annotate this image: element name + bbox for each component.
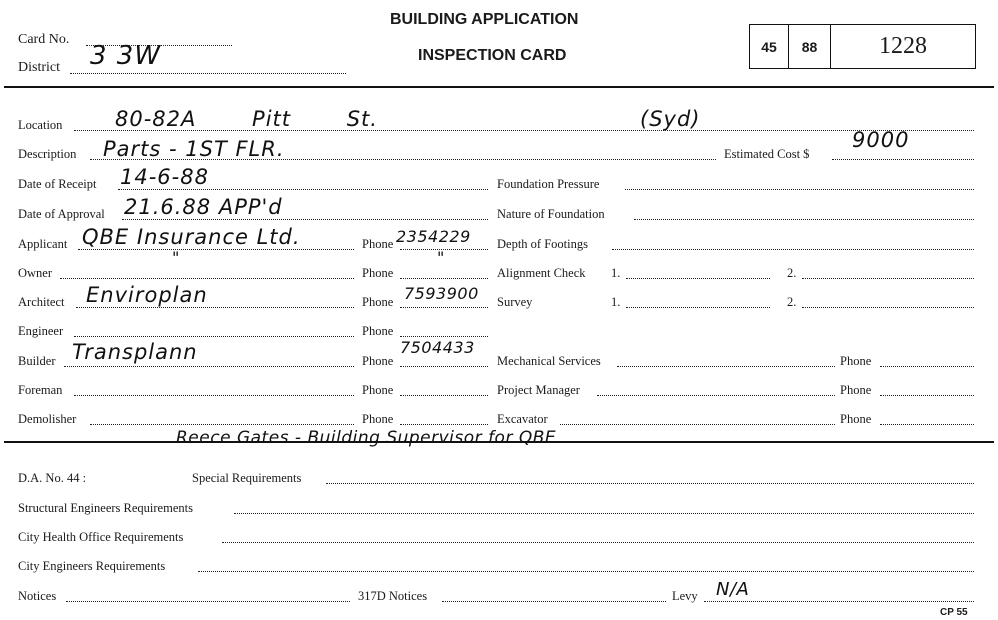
special-requirements-line bbox=[326, 483, 974, 484]
architect-phone-label: Phone bbox=[362, 295, 394, 309]
city-health-line bbox=[222, 542, 974, 543]
date-of-receipt-value: 14-6-88 bbox=[120, 165, 209, 189]
mechanical-phone-label: Phone bbox=[840, 354, 872, 368]
applicant-phone-label: Phone bbox=[362, 237, 394, 251]
architect-phone-line bbox=[400, 307, 488, 308]
notices-line bbox=[66, 601, 350, 602]
demolisher-phone-line bbox=[400, 424, 488, 425]
project-manager-line bbox=[597, 395, 835, 396]
estimated-cost-label: Estimated Cost $ bbox=[724, 147, 810, 161]
structural-engineers-label: Structural Engineers Requirements bbox=[18, 501, 193, 515]
foreman-line bbox=[74, 395, 354, 396]
demolisher-line bbox=[90, 424, 354, 425]
mechanical-services-line bbox=[617, 366, 835, 367]
alignment-check-2-line bbox=[802, 278, 974, 279]
project-manager-phone-label: Phone bbox=[840, 383, 872, 397]
ref-box-1: 45 bbox=[749, 24, 789, 69]
special-requirements-label: Special Requirements bbox=[192, 471, 302, 485]
levy-label: Levy bbox=[672, 589, 698, 603]
survey-1-label: 1. bbox=[611, 295, 621, 309]
levy-value: N/A bbox=[716, 579, 750, 600]
da-no-label: D.A. No. 44 : bbox=[18, 471, 87, 485]
demolisher-label: Demolisher bbox=[18, 412, 77, 426]
applicant-label: Applicant bbox=[18, 237, 68, 251]
excavator-phone-label: Phone bbox=[840, 412, 872, 426]
city-engineers-label: City Engineers Requirements bbox=[18, 559, 166, 573]
structural-engineers-line bbox=[234, 513, 974, 514]
nature-of-foundation-line bbox=[634, 219, 974, 220]
description-label: Description bbox=[18, 147, 77, 161]
district-value: 3 3W bbox=[90, 41, 162, 71]
applicant-line bbox=[78, 249, 354, 250]
foreman-phone-label: Phone bbox=[362, 383, 394, 397]
317d-notices-label: 317D Notices bbox=[358, 589, 428, 603]
city-health-label: City Health Office Requirements bbox=[18, 530, 184, 544]
card-no-label: Card No. bbox=[18, 32, 70, 47]
depth-of-footings-label: Depth of Footings bbox=[497, 237, 588, 251]
excavator-line bbox=[560, 424, 835, 425]
architect-phone-value: 7593900 bbox=[404, 284, 479, 303]
engineer-line bbox=[74, 336, 354, 337]
survey-2-label: 2. bbox=[787, 295, 797, 309]
owner-phone-line bbox=[400, 278, 488, 279]
excavator-label: Excavator bbox=[497, 412, 548, 426]
estimated-cost-value: 9000 bbox=[852, 128, 910, 152]
foreman-phone-line bbox=[400, 395, 488, 396]
supervisor-note: Reece Gates - Building Supervisor for QBE bbox=[176, 428, 557, 448]
applicant-phone-value: 2354229 bbox=[396, 227, 471, 246]
mechanical-phone-line bbox=[880, 366, 974, 367]
ref-box-2: 88 bbox=[788, 24, 831, 69]
317d-notices-line bbox=[442, 601, 666, 602]
foundation-pressure-line bbox=[625, 189, 974, 190]
builder-phone-value: 7504433 bbox=[400, 338, 475, 357]
date-of-approval-value: 21.6.88 APP'd bbox=[124, 195, 283, 219]
estimated-cost-line bbox=[832, 159, 974, 160]
architect-line bbox=[76, 307, 354, 308]
demolisher-phone-label: Phone bbox=[362, 412, 394, 426]
location-value: 80-82A Pitt St. bbox=[115, 107, 378, 131]
survey-1-line bbox=[626, 307, 770, 308]
builder-label: Builder bbox=[18, 354, 56, 368]
alignment-check-1-line bbox=[626, 278, 770, 279]
owner-label: Owner bbox=[18, 266, 53, 280]
builder-phone-label: Phone bbox=[362, 354, 394, 368]
date-of-receipt-line bbox=[118, 189, 488, 190]
title-line-1: BUILDING APPLICATION bbox=[390, 11, 579, 28]
date-of-approval-label: Date of Approval bbox=[18, 207, 105, 221]
foreman-label: Foreman bbox=[18, 383, 63, 397]
alignment-check-1-label: 1. bbox=[611, 266, 621, 280]
builder-phone-line bbox=[400, 366, 488, 367]
notices-label: Notices bbox=[18, 589, 57, 603]
ref-box-3: 1228 bbox=[830, 24, 976, 69]
district-line bbox=[70, 73, 346, 74]
depth-of-footings-line bbox=[612, 249, 974, 250]
survey-2-line bbox=[802, 307, 974, 308]
builder-line bbox=[64, 366, 354, 367]
applicant-value: QBE Insurance Ltd. bbox=[82, 225, 301, 249]
foundation-pressure-label: Foundation Pressure bbox=[497, 177, 600, 191]
location-suburb-value: (Syd) bbox=[640, 107, 701, 131]
date-of-approval-line bbox=[122, 219, 488, 220]
project-manager-label: Project Manager bbox=[497, 383, 580, 397]
mechanical-services-label: Mechanical Services bbox=[497, 354, 601, 368]
owner-phone-ditto-mark: " bbox=[437, 248, 445, 267]
title-line-2: INSPECTION CARD bbox=[418, 47, 567, 64]
engineer-label: Engineer bbox=[18, 324, 64, 338]
city-engineers-line bbox=[198, 571, 974, 572]
date-of-receipt-label: Date of Receipt bbox=[18, 177, 97, 191]
architect-label: Architect bbox=[18, 295, 65, 309]
owner-line bbox=[60, 278, 354, 279]
location-label: Location bbox=[18, 118, 63, 132]
alignment-check-2-label: 2. bbox=[787, 266, 797, 280]
alignment-check-label: Alignment Check bbox=[497, 266, 586, 280]
owner-ditto-mark: " bbox=[172, 248, 180, 267]
top-rule bbox=[4, 86, 994, 88]
excavator-phone-line bbox=[880, 424, 974, 425]
project-manager-phone-line bbox=[880, 395, 974, 396]
nature-of-foundation-label: Nature of Foundation bbox=[497, 207, 605, 221]
owner-phone-label: Phone bbox=[362, 266, 394, 280]
district-label: District bbox=[18, 60, 60, 75]
engineer-phone-label: Phone bbox=[362, 324, 394, 338]
architect-value: Enviroplan bbox=[86, 283, 208, 307]
description-value: Parts - 1ST FLR. bbox=[103, 137, 285, 161]
survey-label: Survey bbox=[497, 295, 533, 309]
form-code: CP 55 bbox=[940, 607, 968, 618]
builder-value: Transplann bbox=[72, 340, 198, 364]
